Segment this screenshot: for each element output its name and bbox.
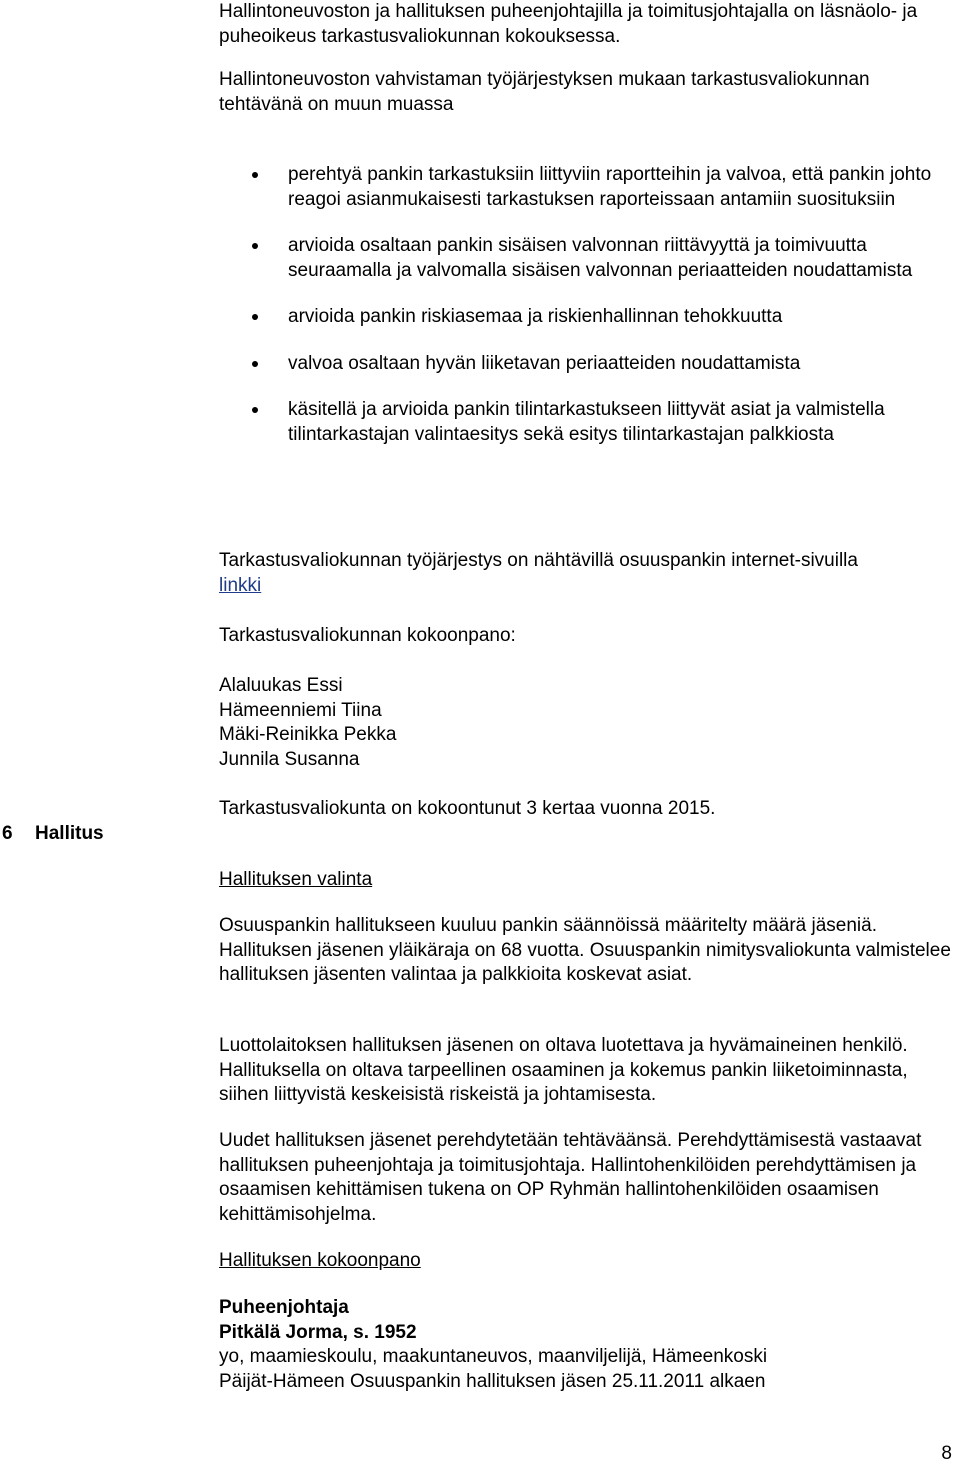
member-name: Alaluukas Essi xyxy=(219,675,343,696)
board-selection-paragraph-3: Uudet hallituksen jäsenet perehdytetään tehtäväänsä. Perehdyttämisestä vastaavat hallituksen puheenjohtaja ja toimitusjohtaja. Hallintohenkilöiden perehdyttämisen ja osaamisen kehittämisen tukena on OP Ryhmän hallintohenkilöiden osaamisen kehittämisohjelma. xyxy=(219,1130,922,1225)
chair-membership: Päijät-Hämeen Osuuspankin hallituksen jäsen 25.11.2011 alkaen xyxy=(219,1370,766,1392)
member-name: Mäki-Reinikka Pekka xyxy=(219,724,397,745)
intro-paragraph-1: Hallintoneuvoston ja hallituksen puheenjohtajilla ja toimitusjohtajalla on läsnäolo- ja puheoikeus tarkastusvaliokunnan kokouksessa. xyxy=(219,1,918,47)
intro-paragraph-2: Hallintoneuvoston vahvistaman työjärjestyksen mukaan tarkastusvaliokunnan tehtävänä on muun muassa xyxy=(219,69,870,115)
rules-paragraph xyxy=(219,549,954,598)
member-name: Junnila Susanna xyxy=(219,748,360,770)
list-item xyxy=(219,305,954,330)
board-selection-paragraph-2: Luottolaitoksen hallituksen jäsenen on oltava luotettava ja hyvämaineinen henkilö. Hallituksella on oltava tarpeellinen osaaminen ja kokemus pankin liiketoiminnasta, siihen liittyvistä keskeisistä riskeistä ja johtamisesta. xyxy=(219,1035,908,1105)
committee-members xyxy=(219,674,954,772)
board-selection-heading: Hallituksen valinta xyxy=(219,869,373,890)
rules-link[interactable]: linkki xyxy=(219,574,262,596)
chair-role: Puheenjohtaja xyxy=(219,1297,349,1318)
list-item xyxy=(219,352,954,377)
list-item xyxy=(219,234,954,283)
list-item-text: valvoa osaltaan hyvän liiketavan periaatteiden noudattamista xyxy=(288,352,801,374)
bullet-icon xyxy=(252,407,258,413)
board-composition-heading: Hallituksen kokoonpano xyxy=(219,1250,421,1271)
list-item-text: perehtyä pankin tarkastuksiin liittyviin raportteihin ja valvoa, että pankin johto reagoi asianmukaisesti tarkastuksen raporteissaan antamiin suosituksiin xyxy=(288,164,932,210)
list-item xyxy=(219,398,954,447)
list-item-text: arvioida osaltaan pankin sisäisen valvonnan riittävyyttä ja toimivuutta seuraamalla ja valvomalla sisäisen valvonnan periaatteiden noudattamista xyxy=(288,235,913,281)
chair-name: Pitkälä Jorma, s. 1952 xyxy=(219,1321,417,1343)
bullet-icon xyxy=(252,361,258,367)
member-name: Hämeenniemi Tiina xyxy=(219,699,382,721)
chair-details: yo, maamieskoulu, maakuntaneuvos, maanviljelijä, Hämeenkoski xyxy=(219,1346,768,1367)
rules-text: Tarkastusvaliokunnan työjärjestys on nähtävillä osuuspankin internet-sivuilla xyxy=(219,550,858,571)
list-item-text: arvioida pankin riskiasemaa ja riskienhallinnan tehokkuutta xyxy=(288,306,783,327)
page-number: 8 xyxy=(941,1443,952,1464)
board-selection-paragraph-1: Osuuspankin hallitukseen kuuluu pankin säännöissä määritelty määrä jäseniä. Hallituksen jäsenen yläikäraja on 68 vuotta. Osuuspankin nimitysvaliokunta valmistelee hallituksen jäsenten valintaa ja palkkioita koskevat asiat. xyxy=(219,915,951,985)
committee-heading: Tarkastusvaliokunnan kokoonpano: xyxy=(219,625,516,646)
bullet-icon xyxy=(252,172,258,178)
committee-meetings: Tarkastusvaliokunta on kokoontunut 3 kertaa vuonna 2015. xyxy=(219,798,716,819)
committee-tasks-list xyxy=(219,163,954,469)
list-item xyxy=(219,163,954,212)
bullet-icon xyxy=(252,314,258,320)
bullet-icon xyxy=(252,243,258,249)
chair-info xyxy=(219,1296,954,1394)
section-number: 6 xyxy=(2,823,13,844)
list-item-text: käsitellä ja arvioida pankin tilintarkastukseen liittyvät asiat ja valmistella tilintarkastajan valintaesitys sekä esitys tilintarkastajan palkkiosta xyxy=(288,399,885,445)
section-title: Hallitus xyxy=(35,823,104,844)
